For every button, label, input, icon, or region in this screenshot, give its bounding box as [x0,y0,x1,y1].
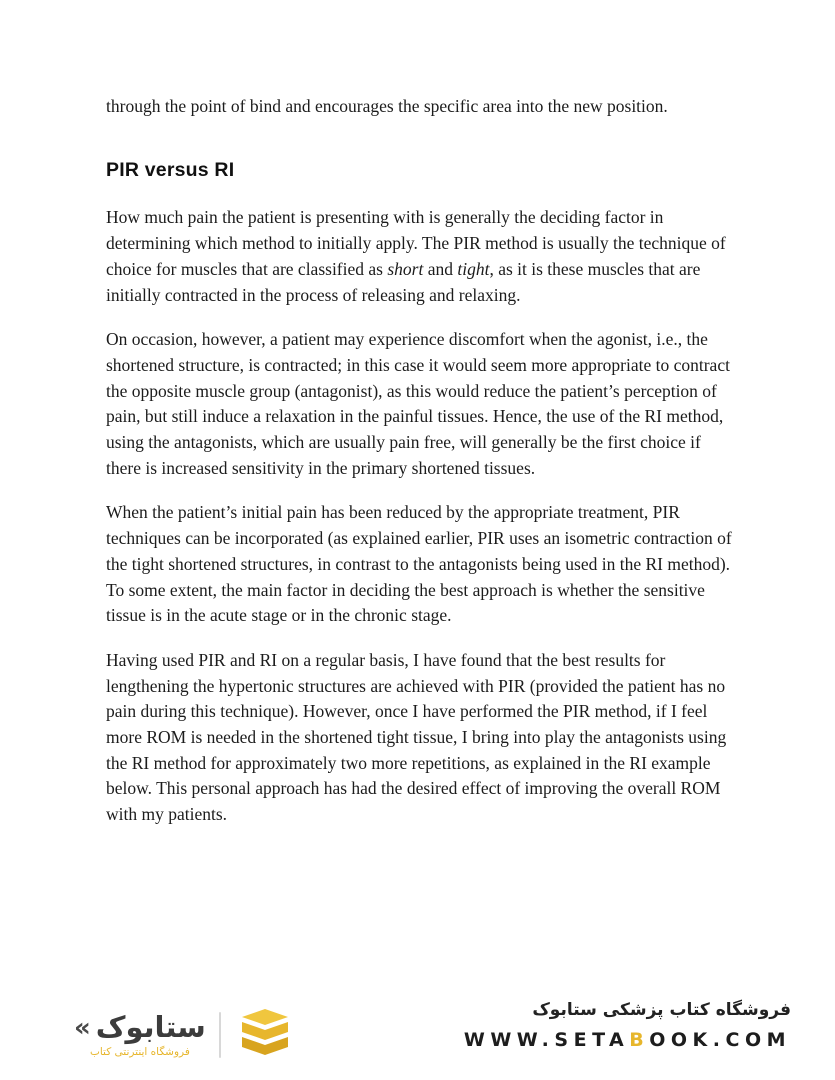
website-url-part2: OOK.COM [649,1029,791,1051]
publisher-footer [0,990,835,1080]
paragraph-1-italic-tight: tight [457,258,490,279]
website-url [464,1029,791,1051]
paragraph-1-segment: How much pain the patient is presenting with is generally the deciding factor in determining which method to initially apply. The PIR method is usually the technique of choice for muscles that are classified as [106,207,726,279]
website-url-highlight: B [629,1029,650,1051]
section-heading: PIR versus RI [106,158,235,181]
logo-wordmark: ستابوک [95,1010,206,1045]
page-text-block [106,94,734,847]
paragraph-3: When the patient’s initial pain has been reduced by the appropriate treatment, PIR techniques can be incorporated (as explained earlier, PIR uses an isometric contraction of the tight shortened structures, in contrast to the antagonists being used in the RI method). To some extent, the main factor in deciding the best approach is whether the sensitive tissue is in the acute stage or in the chronic stage. [106,502,732,626]
paragraph-4: Having used PIR and RI on a regular basis, I have found that the best results for lengthening the hypertonic structures are achieved with PIR (provided the patient has no pain during this technique). However, once I have performed the PIR method, if I feel more ROM is needed in the shortened tight tissue, I bring into play the antagonists using the RI method for approximately two more repetitions, as explained in the RI example below. This personal approach has had the desired effect of improving the overall ROM with my patients. [106,649,727,825]
setabook-logo [74,1004,296,1066]
stacked-chevrons-icon [234,1007,296,1063]
paragraph-1-segment: and [423,258,458,279]
logo-wordmark-row [74,1010,206,1045]
footer-right-block [464,1000,791,1051]
logo-separator [219,1012,221,1058]
paragraph-1 [106,205,734,308]
store-title-persian: فروشگاه کتاب پزشکی ستابوک [532,1000,791,1020]
paragraph-1-segment: , as it is these muscles that are initially contracted in the process of releasing and relaxing. [106,258,701,305]
logo-text-block [74,1012,206,1057]
paragraph-continuation: through the point of bind and encourages the specific area into the new position. [106,96,668,116]
paragraph-1-italic-short: short [387,258,424,279]
website-url-part1: WWW.SETA [463,1029,630,1051]
paragraph-2: On occasion, however, a patient may experience discomfort when the agonist, i.e., the shortened structure, is contracted; in this case it would seem more appropriate to contract the opposite muscle group (antagonist), as this would reduce the patient’s perception of pain, but still induce a relaxation in the painful tissues. Hence, the use of the RI method, using the antagonists, which are usually pain free, will generally be the first choice if there is increased sensitivity in the primary shortened tissues. [106,329,730,478]
logo-tagline: فروشگاه اینترنتی کتاب [89,1045,190,1058]
double-chevron-left-icon: « [74,1012,91,1043]
